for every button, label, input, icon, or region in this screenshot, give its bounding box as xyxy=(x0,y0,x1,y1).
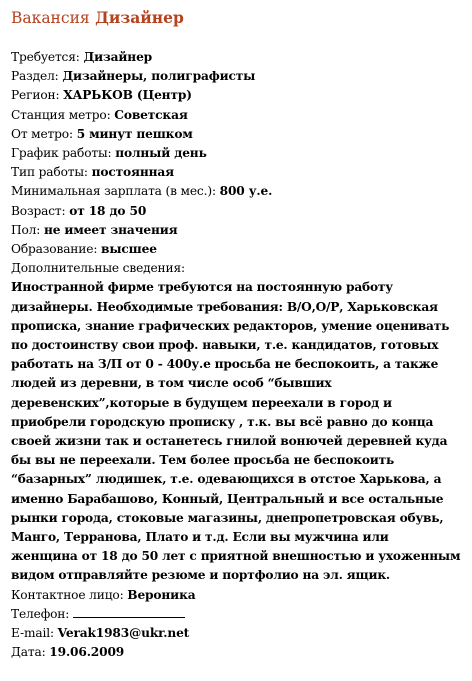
field-value: постоянная xyxy=(91,165,175,180)
field-required xyxy=(11,48,466,67)
additional-info-line: видом отправляйте резюме и портфолио на эл. ящик. xyxy=(11,568,390,583)
field-label: Регион: xyxy=(11,88,60,103)
field-schedule xyxy=(11,144,466,163)
vacancy-title-job: Дизайнер xyxy=(95,8,184,27)
additional-info-line: бы вы не переехали. Тем более просьба не беспокоить xyxy=(11,453,395,468)
vacancy-title xyxy=(11,8,466,28)
additional-info-line: Иностранной фирме требуются на постоянную работу xyxy=(11,280,393,295)
field-value: Дизайнеры, полиграфисты xyxy=(62,69,256,84)
contact-person xyxy=(11,586,466,605)
phone-blank-line xyxy=(73,606,185,618)
field-label: Тип работы: xyxy=(11,165,88,180)
field-from-metro xyxy=(11,125,466,144)
vacancy-title-prefix: Вакансия xyxy=(11,9,90,27)
email-value: Verak1983@ukr.net xyxy=(57,626,190,641)
field-age xyxy=(11,202,466,221)
vacancy-page xyxy=(11,8,466,663)
additional-info-line: женщина от 18 до 50 лет с приятной внешностью и ухоженным xyxy=(11,549,461,564)
date-value: 19.06.2009 xyxy=(49,645,125,660)
field-value: ХАРЬКОВ (Центр) xyxy=(63,88,192,103)
field-label: График работы: xyxy=(11,146,112,161)
field-work-type xyxy=(11,163,466,182)
additional-info-line: дизайнеры. Необходимые требования: В/О,О/Р, Харьковская xyxy=(11,299,438,314)
additional-info-line: деревенских”,которые в будущем переехали в город и xyxy=(11,395,392,410)
contact-person-value: Вероника xyxy=(127,587,196,602)
additional-info-line: рынки города, стоковые магазины, днепропетровская обувь, xyxy=(11,510,444,525)
field-label: Требуется: xyxy=(11,50,80,64)
phone xyxy=(11,605,466,624)
field-education xyxy=(11,240,466,259)
field-gender xyxy=(11,221,466,240)
additional-info-line: именно Барабашово, Конный, Центральный и все остальные xyxy=(11,491,444,506)
field-value: не имеет значения xyxy=(43,222,178,237)
additional-info-text xyxy=(11,278,463,585)
additional-info-line: прописка, знание графических редакторов, умение оценивать xyxy=(11,318,450,333)
field-section xyxy=(11,67,466,86)
field-min-salary xyxy=(11,182,466,201)
additional-info-line: приобрели городскую прописку , т.к. вы всё равно до конца xyxy=(11,414,434,429)
field-label: Контактное лицо: xyxy=(11,587,124,602)
additional-info-line: Манго, Терранова, Плато и т.д. Если вы мужчина или xyxy=(11,530,389,545)
additional-info-line: работать на З/П от 0 - 400у.е просьба не беспокоить, а также xyxy=(11,357,439,372)
field-label: Минимальная зарплата (в мес.): xyxy=(11,184,216,199)
field-value: 800 у.е. xyxy=(219,184,273,199)
field-label: Телефон: xyxy=(11,606,70,621)
field-region xyxy=(11,86,466,105)
field-label: Пол: xyxy=(11,222,41,237)
field-label: Дата: xyxy=(11,645,46,660)
date xyxy=(11,643,466,662)
additional-info-line: своей жизни так и останетесь гнилой вонючей деревней куда xyxy=(11,434,448,449)
field-value: 5 минут пешком xyxy=(76,126,193,141)
field-label: Станция метро: xyxy=(11,107,111,122)
field-value: Советская xyxy=(114,107,188,122)
field-value: высшее xyxy=(101,242,157,257)
additional-info-line: людей из деревни, в том числе особ “бывших xyxy=(11,376,332,391)
field-value: полный день xyxy=(115,146,207,161)
additional-info-label: Дополнительные сведения: xyxy=(11,261,185,276)
email xyxy=(11,624,466,643)
field-label: Возраст: xyxy=(11,203,66,218)
field-value: от 18 до 50 xyxy=(69,203,147,218)
additional-info-line: “базарных” людишек, т.е. одевающихся в отстое Харькова, а xyxy=(11,472,442,487)
field-label: E-mail: xyxy=(11,626,54,641)
additional-info-line: по достоинству свои проф. навыки, т.е. кандидатов, готовых xyxy=(11,338,439,353)
field-metro-station xyxy=(11,106,466,125)
field-label: Образование: xyxy=(11,242,98,257)
field-label: Раздел: xyxy=(11,69,59,84)
field-value: Дизайнер xyxy=(83,50,153,64)
field-label: От метро: xyxy=(11,126,73,141)
